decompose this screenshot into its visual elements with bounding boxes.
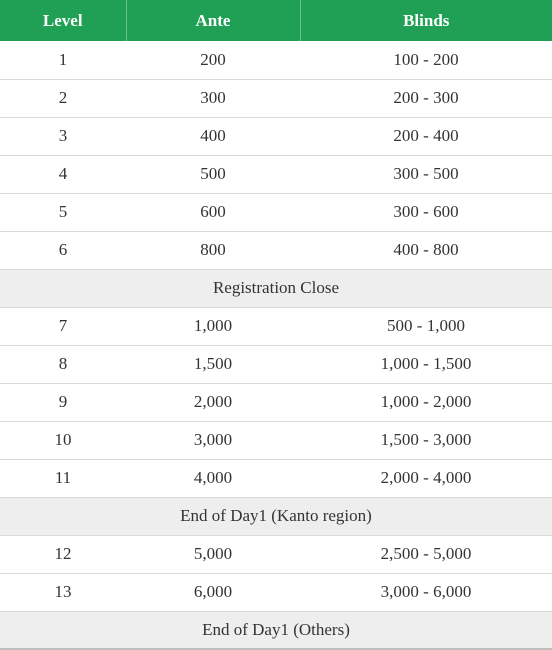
table-row [0, 193, 552, 231]
table-row [0, 117, 552, 155]
blinds-column-header: Blinds [403, 10, 450, 30]
ante-cell: 3,000 [126, 421, 300, 459]
level-cell: 4 [0, 155, 126, 193]
header-row [0, 0, 552, 41]
table-row [0, 79, 552, 117]
table-row [0, 345, 552, 383]
level-cell: 10 [0, 421, 126, 459]
blinds-cell: 300 - 500 [300, 155, 552, 193]
ante-cell: 300 [126, 79, 300, 117]
table-body [0, 41, 552, 649]
table-header [0, 0, 552, 41]
level-cell: 7 [0, 307, 126, 345]
level-cell: 13 [0, 573, 126, 611]
blinds-cell: 1,000 - 2,000 [300, 383, 552, 421]
break-row [0, 611, 552, 649]
break-label: End of Day1 (Kanto region) [0, 497, 552, 535]
blinds-cell: 2,000 - 4,000 [300, 459, 552, 497]
ante-cell: 1,500 [126, 345, 300, 383]
level-cell: 9 [0, 383, 126, 421]
blinds-cell: 200 - 300 [300, 79, 552, 117]
table-row [0, 535, 552, 573]
blinds-cell: 1,000 - 1,500 [300, 345, 552, 383]
level-cell: 12 [0, 535, 126, 573]
ante-cell: 800 [126, 231, 300, 269]
blinds-cell: 200 - 400 [300, 117, 552, 155]
table-row [0, 383, 552, 421]
ante-column-header: Ante [126, 0, 300, 41]
blinds-cell: 2,500 - 5,000 [300, 535, 552, 573]
table-row [0, 155, 552, 193]
table-row [0, 459, 552, 497]
table-row [0, 421, 552, 459]
ante-cell: 4,000 [126, 459, 300, 497]
blinds-cell: 400 - 800 [300, 231, 552, 269]
level-cell: 11 [0, 459, 126, 497]
level-column-header: Level [0, 0, 126, 41]
blinds-cell: 1,500 - 3,000 [300, 421, 552, 459]
break-label: Registration Close [0, 269, 552, 307]
blinds-cell: 3,000 - 6,000 [300, 573, 552, 611]
ante-cell: 6,000 [126, 573, 300, 611]
ante-cell: 2,000 [126, 383, 300, 421]
break-row [0, 269, 552, 307]
level-cell: 8 [0, 345, 126, 383]
blinds-cell: 100 - 200 [300, 41, 552, 79]
level-cell: 2 [0, 79, 126, 117]
ante-cell: 1,000 [126, 307, 300, 345]
blinds-cell: 300 - 600 [300, 193, 552, 231]
table-row [0, 41, 552, 79]
level-cell: 6 [0, 231, 126, 269]
table-row [0, 573, 552, 611]
ante-cell: 5,000 [126, 535, 300, 573]
table-row [0, 231, 552, 269]
blinds-cell: 500 - 1,000 [300, 307, 552, 345]
ante-cell: 500 [126, 155, 300, 193]
level-cell: 1 [0, 41, 126, 79]
ante-cell: 600 [126, 193, 300, 231]
ante-cell: 200 [126, 41, 300, 79]
level-cell: 5 [0, 193, 126, 231]
break-row [0, 497, 552, 535]
break-label: End of Day1 (Others) [0, 611, 552, 649]
table-row [0, 307, 552, 345]
ante-cell: 400 [126, 117, 300, 155]
level-cell: 3 [0, 117, 126, 155]
